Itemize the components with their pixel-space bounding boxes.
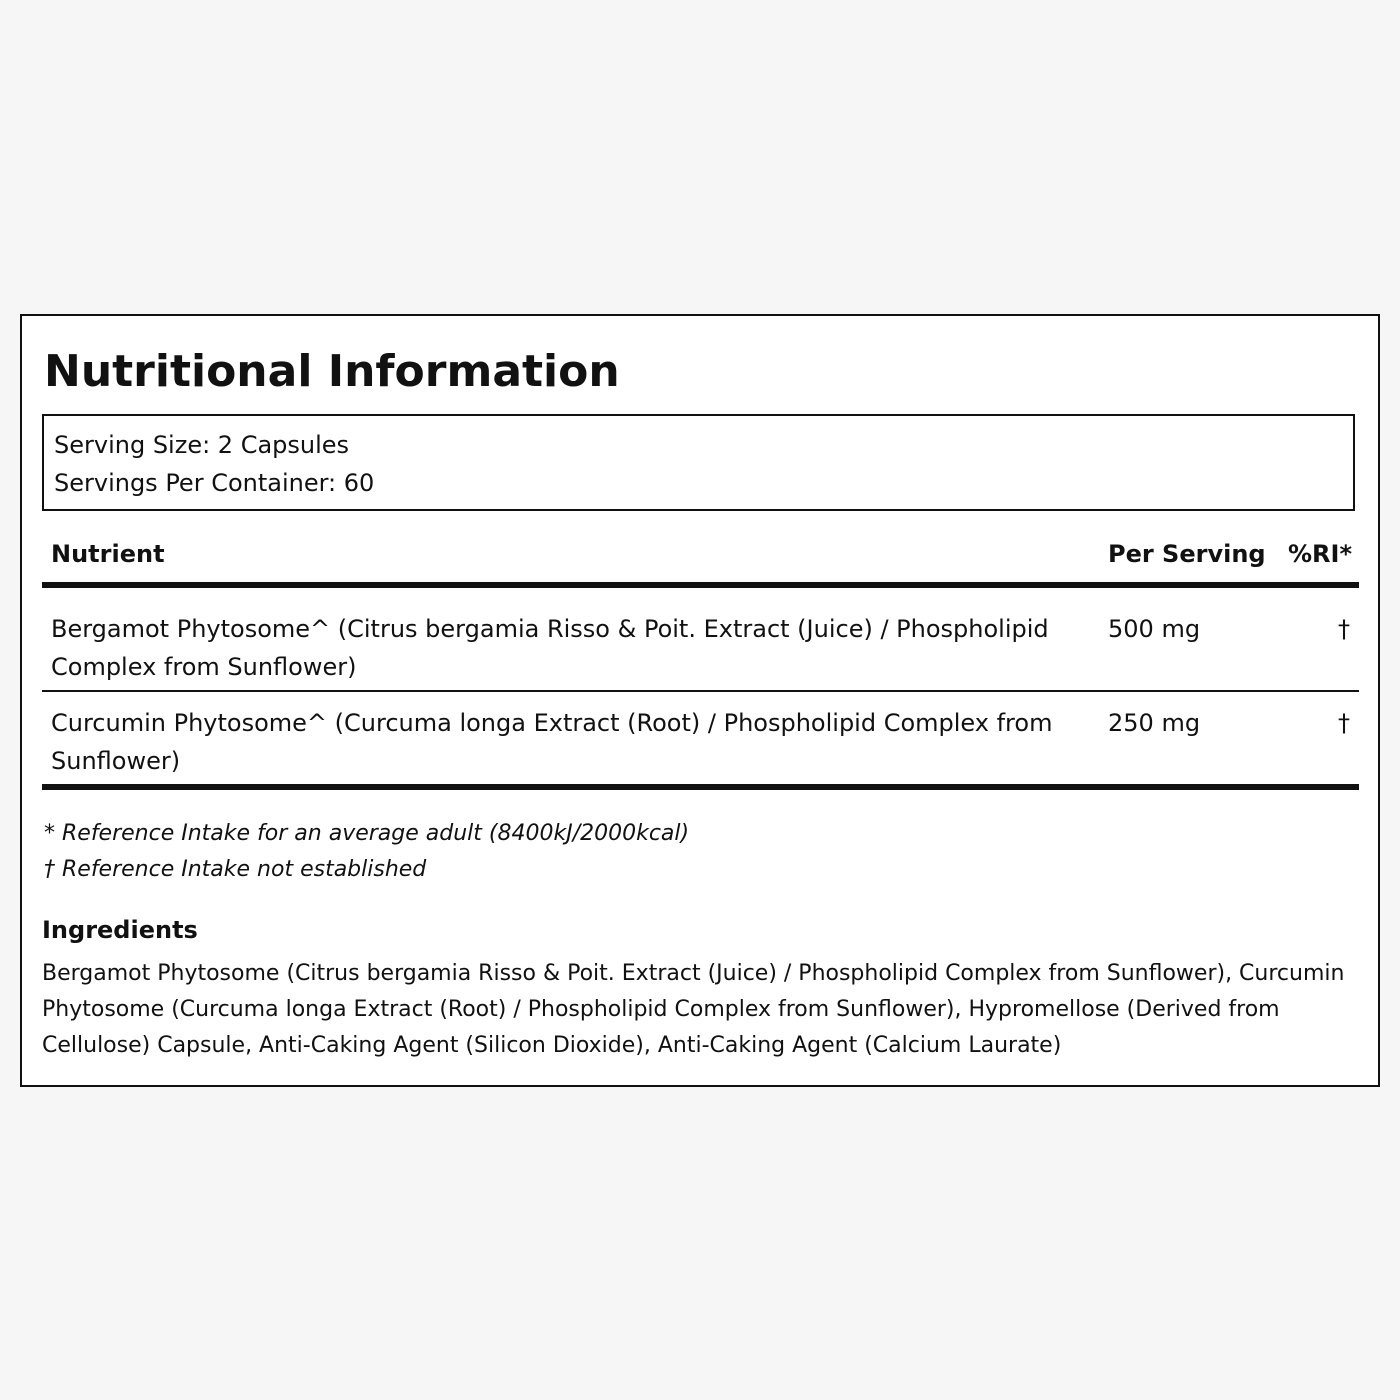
nutrient-name: Curcumin Phytosome^ (Curcuma longa Extract (Root) / Phospholipid Complex from Sunflower) [51,709,1053,775]
header-per-serving: Per Serving [1108,540,1266,568]
footnotes [44,816,689,888]
ingredients-heading: Ingredients [42,916,198,944]
footnote-reference-intake: * Reference Intake for an average adult (8400kJ/2000kcal) [44,821,690,846]
header-ri: %RI* [1287,540,1352,568]
table-row [42,700,1359,790]
serving-info-box [42,414,1355,511]
servings-per-container: Servings Per Container: 60 [54,469,375,497]
footnote-not-established: † Reference Intake not established [44,857,427,882]
table-row [42,606,1359,692]
nutrient-table-header [42,536,1359,588]
nutrient-name: Bergamot Phytosome^ (Citrus bergamia Risso & Poit. Extract (Juice) / Phospholipid Complex from Sunflower) [51,615,1049,681]
nutrient-amount: 500 mg [1108,615,1201,643]
ingredients-text: Bergamot Phytosome (Citrus bergamia Risso & Poit. Extract (Juice) / Phospholipid Complex from Sunflower), Curcumin Phytosome (Curcuma longa Extract (Root) / Phospholipid Complex from Sunflower), Hypromellose (Derived from Cellulose) Capsule, Anti-Caking Agent (Silicon Dioxide), Anti-Caking Agent (Calcium Laurate) [42,961,1345,1058]
header-nutrient: Nutrient [51,540,165,568]
nutrition-panel [20,314,1380,1087]
nutrient-ri: † [1338,615,1350,643]
serving-size: Serving Size: 2 Capsules [54,431,350,459]
panel-title: Nutritional Information [44,346,620,397]
nutrient-amount: 250 mg [1108,709,1201,737]
nutrient-ri: † [1338,709,1350,737]
